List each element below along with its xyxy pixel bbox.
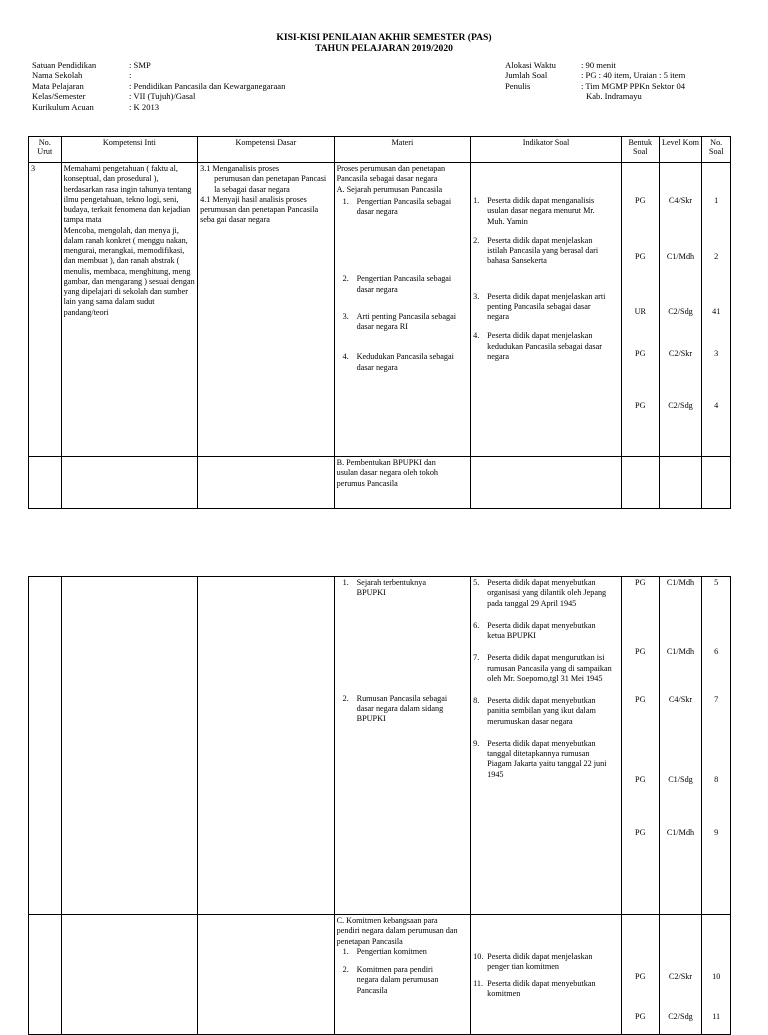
indikator-text: Peserta didik dapat menjelaskan istilah Pancasila yang berasal dari bahasa Sansekerta — [487, 235, 599, 266]
materi-item — [337, 197, 469, 218]
kd-4-1: 4.1 Menyaji hasil analisis proses perumusan dan penetapan Pancasila seba gai dasar negara — [200, 194, 319, 225]
cell-bentuk-soal — [621, 915, 659, 1035]
materi-item — [337, 947, 469, 957]
indikator-number: 8. — [473, 696, 480, 705]
bentuk-soal-value: PG — [635, 1012, 646, 1022]
cell-no-urut: 3 — [29, 163, 62, 457]
no-soal-value: 7 — [714, 694, 719, 704]
table-row — [29, 915, 731, 1035]
materi-item-text: Komitmen para pendiri negara dalam perumusan Pancasila — [356, 965, 439, 995]
materi-item-text: Pengertian Pancasila sebagai dasar negara — [356, 196, 452, 216]
indikator-item — [473, 578, 619, 609]
indikator-number: 9. — [473, 738, 480, 748]
bentuk-soal-value: PG — [635, 348, 646, 358]
meta-key: Alokasi Waktu — [505, 60, 556, 70]
materi-item — [337, 694, 469, 725]
no-soal-value: 11 — [712, 1012, 721, 1022]
cell-level-kom — [659, 577, 702, 915]
meta-key: Jumlah Soal — [505, 70, 548, 81]
indikator-text: Peserta didik dapat menganalisis usulan dasar negara menurut Mr. Muh. Yamin — [487, 196, 595, 226]
materi-item-number: 2. — [342, 693, 349, 703]
meta-key — [505, 91, 581, 101]
indikator-text: Peserta didik dapat menyebutkan ketua BPUPKI — [487, 620, 596, 640]
meta-key: Penulis — [505, 80, 531, 91]
materi-item-number: 3. — [342, 311, 349, 321]
cell-empty — [29, 457, 62, 509]
bentuk-soal-value: PG — [635, 828, 646, 837]
materi-item-text: Sejarah terbentuknya BPUPKI — [356, 578, 426, 598]
level-kom-value: C2/Sdg — [668, 1012, 693, 1022]
materi-intro: Proses perumusan dan penetapan Pancasila sebagai dasar negara — [336, 164, 446, 184]
cell-no-soal — [702, 163, 731, 457]
level-kom-value: C2/Skr — [668, 972, 693, 981]
cell-kompetensi-dasar — [198, 163, 335, 457]
no-soal-value: 2 — [714, 252, 719, 262]
cell-empty — [471, 457, 622, 509]
meta-value: : Tim MGMP PPKn Sektor 04 — [581, 80, 686, 91]
indikator-item — [473, 196, 619, 227]
kisi-kisi-table-continued — [28, 576, 731, 1035]
indikator-text: Peserta didik dapat mengurutkan isi rumusan Pancasila yang di sampaikan oleh Mr. Soepomo,tgl 31 Mei 1945 — [487, 653, 612, 683]
meta-key: Kurikulum Acuan — [32, 101, 94, 112]
materi-item-text: Pengertian komitmen — [356, 946, 427, 956]
header-materi: Materi — [334, 137, 471, 163]
indikator-text: Peserta didik dapat menyebutkan tanggal ditetapkannya rumusan Piagam Jakarta yaitu tanggal 22 juni 1945 — [487, 738, 607, 779]
meta-value: : 90 menit — [581, 60, 616, 70]
bentuk-soal-value: PG — [635, 401, 646, 410]
indikator-item — [473, 292, 619, 323]
no-soal-value: 4 — [714, 401, 719, 410]
meta-value: : K 2013 — [129, 101, 160, 112]
no-soal-value: 3 — [714, 348, 719, 358]
meta-key: Satuan Pendidikan — [32, 60, 97, 70]
materi-item-number: 1. — [342, 196, 349, 206]
indikator-number: 6. — [473, 620, 480, 630]
materi-item-number: 2. — [342, 965, 349, 974]
table-row — [29, 457, 731, 509]
level-kom-value: C4/Skr — [668, 196, 693, 205]
cell-empty — [198, 457, 335, 509]
table-header-row — [29, 137, 731, 163]
bentuk-soal-value: PG — [635, 252, 646, 262]
header-no-urut: No. Urut — [29, 137, 62, 163]
kd-3-1: 3.1 Menganalisis proses — [200, 164, 280, 173]
materi-c: C. Komitmen kebangsaan para pendiri negara dalam perumusan dan penetapan Pancasila — [336, 916, 458, 946]
cell-materi — [334, 577, 471, 915]
table-row — [29, 577, 731, 915]
indikator-text: Peserta didik dapat menjelaskan penger tian komitmen — [487, 952, 593, 972]
meta-left — [32, 60, 285, 112]
indikator-text: Peserta didik dapat menjelaskan kedudukan Pancasila sebagai dasar negara — [487, 331, 602, 361]
cell-indikator — [471, 915, 622, 1035]
indikator-number: 4. — [473, 331, 480, 341]
indikator-item — [473, 739, 619, 780]
meta-key: Nama Sekolah — [32, 70, 83, 81]
materi-item — [337, 965, 469, 996]
materi-item-number: 4. — [342, 352, 349, 362]
cell-bentuk-soal — [621, 163, 659, 457]
bentuk-soal-value: PG — [635, 774, 646, 784]
level-kom-value: C1/Mdh — [666, 578, 695, 587]
document-title — [0, 32, 768, 54]
cell-empty — [29, 915, 62, 1035]
materi-item — [337, 312, 469, 333]
cell-indikator — [471, 163, 622, 457]
no-soal-value: 41 — [712, 306, 721, 316]
header-kompetensi-dasar: Kompetensi Dasar — [198, 137, 335, 163]
bentuk-soal-value: PG — [635, 694, 646, 704]
no-soal-value: 8 — [714, 774, 719, 784]
cell-no-soal — [702, 577, 731, 915]
indikator-item — [473, 696, 619, 727]
level-kom-value: C2/Skr — [668, 348, 693, 358]
materi-item-number: 1. — [342, 946, 349, 956]
indikator-number: 5. — [473, 578, 480, 587]
cell-materi — [334, 457, 471, 509]
title-line-2: TAHUN PELAJARAN 2019/2020 — [315, 43, 453, 55]
kisi-kisi-table — [28, 136, 731, 509]
cell-empty — [61, 915, 198, 1035]
cell-indikator — [471, 577, 622, 915]
cell-empty — [702, 457, 731, 509]
kd-3-1-cont: perumusan dan penetapan Pancasi la sebagai dasar negara — [214, 174, 327, 194]
no-soal-value: 5 — [714, 578, 719, 587]
indikator-item — [473, 979, 619, 1000]
materi-item-text: Rumusan Pancasila sebagai dasar negara dalam sidang BPUPKI — [356, 693, 448, 723]
header-level-kom: Level Kom — [659, 137, 702, 163]
cell-empty — [621, 457, 659, 509]
bentuk-soal-value: PG — [635, 647, 646, 657]
cell-empty — [61, 577, 198, 915]
meta-value: Kab. Indramayu — [586, 91, 642, 102]
level-kom-value: C1/Mdh — [666, 828, 695, 837]
bentuk-soal-value: PG — [635, 578, 646, 587]
meta-value: : Pendidikan Pancasila dan Kewarganegaraan — [129, 80, 286, 91]
cell-empty — [198, 915, 335, 1035]
bentuk-soal-value: PG — [635, 972, 646, 981]
indikator-item — [473, 653, 619, 684]
no-soal-value: 10 — [712, 972, 721, 981]
meta-value: : SMP — [129, 60, 151, 70]
materi-item-text: Pengertian Pancasila sebagai dasar negara — [356, 274, 452, 294]
indikator-number: 1. — [473, 196, 480, 205]
meta-value: : PG : 40 item, Uraian : 5 item — [581, 70, 686, 81]
header-indikator-soal: Indikator Soal — [471, 137, 622, 163]
cell-empty — [198, 577, 335, 915]
table-row — [29, 163, 731, 457]
level-kom-value: C2/Sdg — [668, 306, 693, 316]
meta-key: Kelas/Semester — [32, 91, 86, 102]
meta-key: Mata Pelajaran — [32, 80, 84, 91]
cell-empty — [29, 577, 62, 915]
meta-value: : VII (Tujuh)/Gasal — [129, 91, 196, 102]
cell-level-kom — [659, 915, 702, 1035]
materi-item — [337, 274, 469, 295]
cell-materi — [334, 163, 471, 457]
materi-b: B. Pembentukan BPUPKI dan usulan dasar negara oleh tokoh perumus Pancasila — [336, 458, 439, 488]
indikator-number: 11. — [473, 978, 484, 988]
materi-item — [337, 352, 469, 373]
indikator-item — [473, 621, 619, 642]
level-kom-value: C1/Sdg — [668, 774, 693, 784]
cell-materi — [334, 915, 471, 1035]
indikator-item — [473, 331, 619, 362]
title-line-1: KISI-KISI PENILAIAN AKHIR SEMESTER (PAS) — [276, 32, 492, 43]
level-kom-value: C2/Sdg — [668, 401, 693, 410]
materi-item-number: 1. — [342, 578, 349, 587]
cell-empty — [61, 457, 198, 509]
meta-right — [505, 60, 685, 102]
indikator-number: 7. — [473, 653, 480, 663]
indikator-number: 2. — [473, 235, 480, 245]
header-kompetensi-inti: Kompetensi Inti — [61, 137, 198, 163]
level-kom-value: C4/Skr — [668, 694, 693, 704]
materi-item-number: 2. — [342, 274, 349, 284]
header-bentuk-soal: Bentuk Soal — [621, 137, 659, 163]
cell-no-soal — [702, 915, 731, 1035]
no-soal-value: 9 — [714, 828, 719, 837]
level-kom-value: C1/Mdh — [666, 252, 695, 262]
no-soal-value: 6 — [714, 647, 719, 657]
level-kom-value: C1/Mdh — [666, 647, 695, 657]
cell-bentuk-soal — [621, 577, 659, 915]
indikator-number: 10. — [473, 952, 484, 961]
materi-item-text: Kedudukan Pancasila sebagai dasar negara — [356, 352, 454, 372]
indikator-text: Peserta didik dapat menyebutkan organisasi yang dilantik oleh Jepang pada tanggal 29 April 1945 — [487, 578, 607, 608]
no-soal-value: 1 — [714, 196, 719, 205]
indikator-text: Peserta didik dapat menyebutkan komitmen — [487, 978, 596, 998]
cell-level-kom — [659, 163, 702, 457]
materi-item-text: Arti penting Pancasila sebagai dasar negara RI — [356, 311, 456, 331]
meta-value: : — [129, 70, 132, 81]
cell-empty — [659, 457, 702, 509]
indikator-item — [473, 236, 619, 267]
materi-a: A. Sejarah perumusan Pancasila — [336, 184, 443, 194]
indikator-number: 3. — [473, 291, 480, 301]
cell-kompetensi-inti: Memahami pengetahuan ( faktu al, konseptual, dan prosedural ), berdasarkan rasa ingin tahunya tentang ilmu pengetahuan, tekno logi, seni, budaya, terkait fenomena dan kejadian tampa mata Mencoba, mengolah, dan menya ji, dalam ranah konkret ( menggu nakan, mengurai, merangkai, memodifikasi, dan membuat ), dan ranah abstrak ( menulis, membaca, menghitung, meng gambar, dan mengarang ) sesuai dengan yang dipelajari di sekolah dan sumber lain yang sama dalam sudut pandang/teori — [61, 163, 198, 457]
header-no-soal: No. Soal — [702, 137, 731, 163]
bentuk-soal-value: UR — [634, 306, 646, 316]
indikator-item — [473, 952, 619, 973]
materi-item — [337, 578, 469, 599]
indikator-text: Peserta didik dapat menjelaskan arti penting Pancasila sebagai dasar negara — [487, 291, 606, 321]
bentuk-soal-value: PG — [635, 196, 646, 205]
indikator-text: Peserta didik dapat menyebutkan panitia sembilan yang ikut dalam merumuskan dasar negara — [487, 696, 596, 726]
